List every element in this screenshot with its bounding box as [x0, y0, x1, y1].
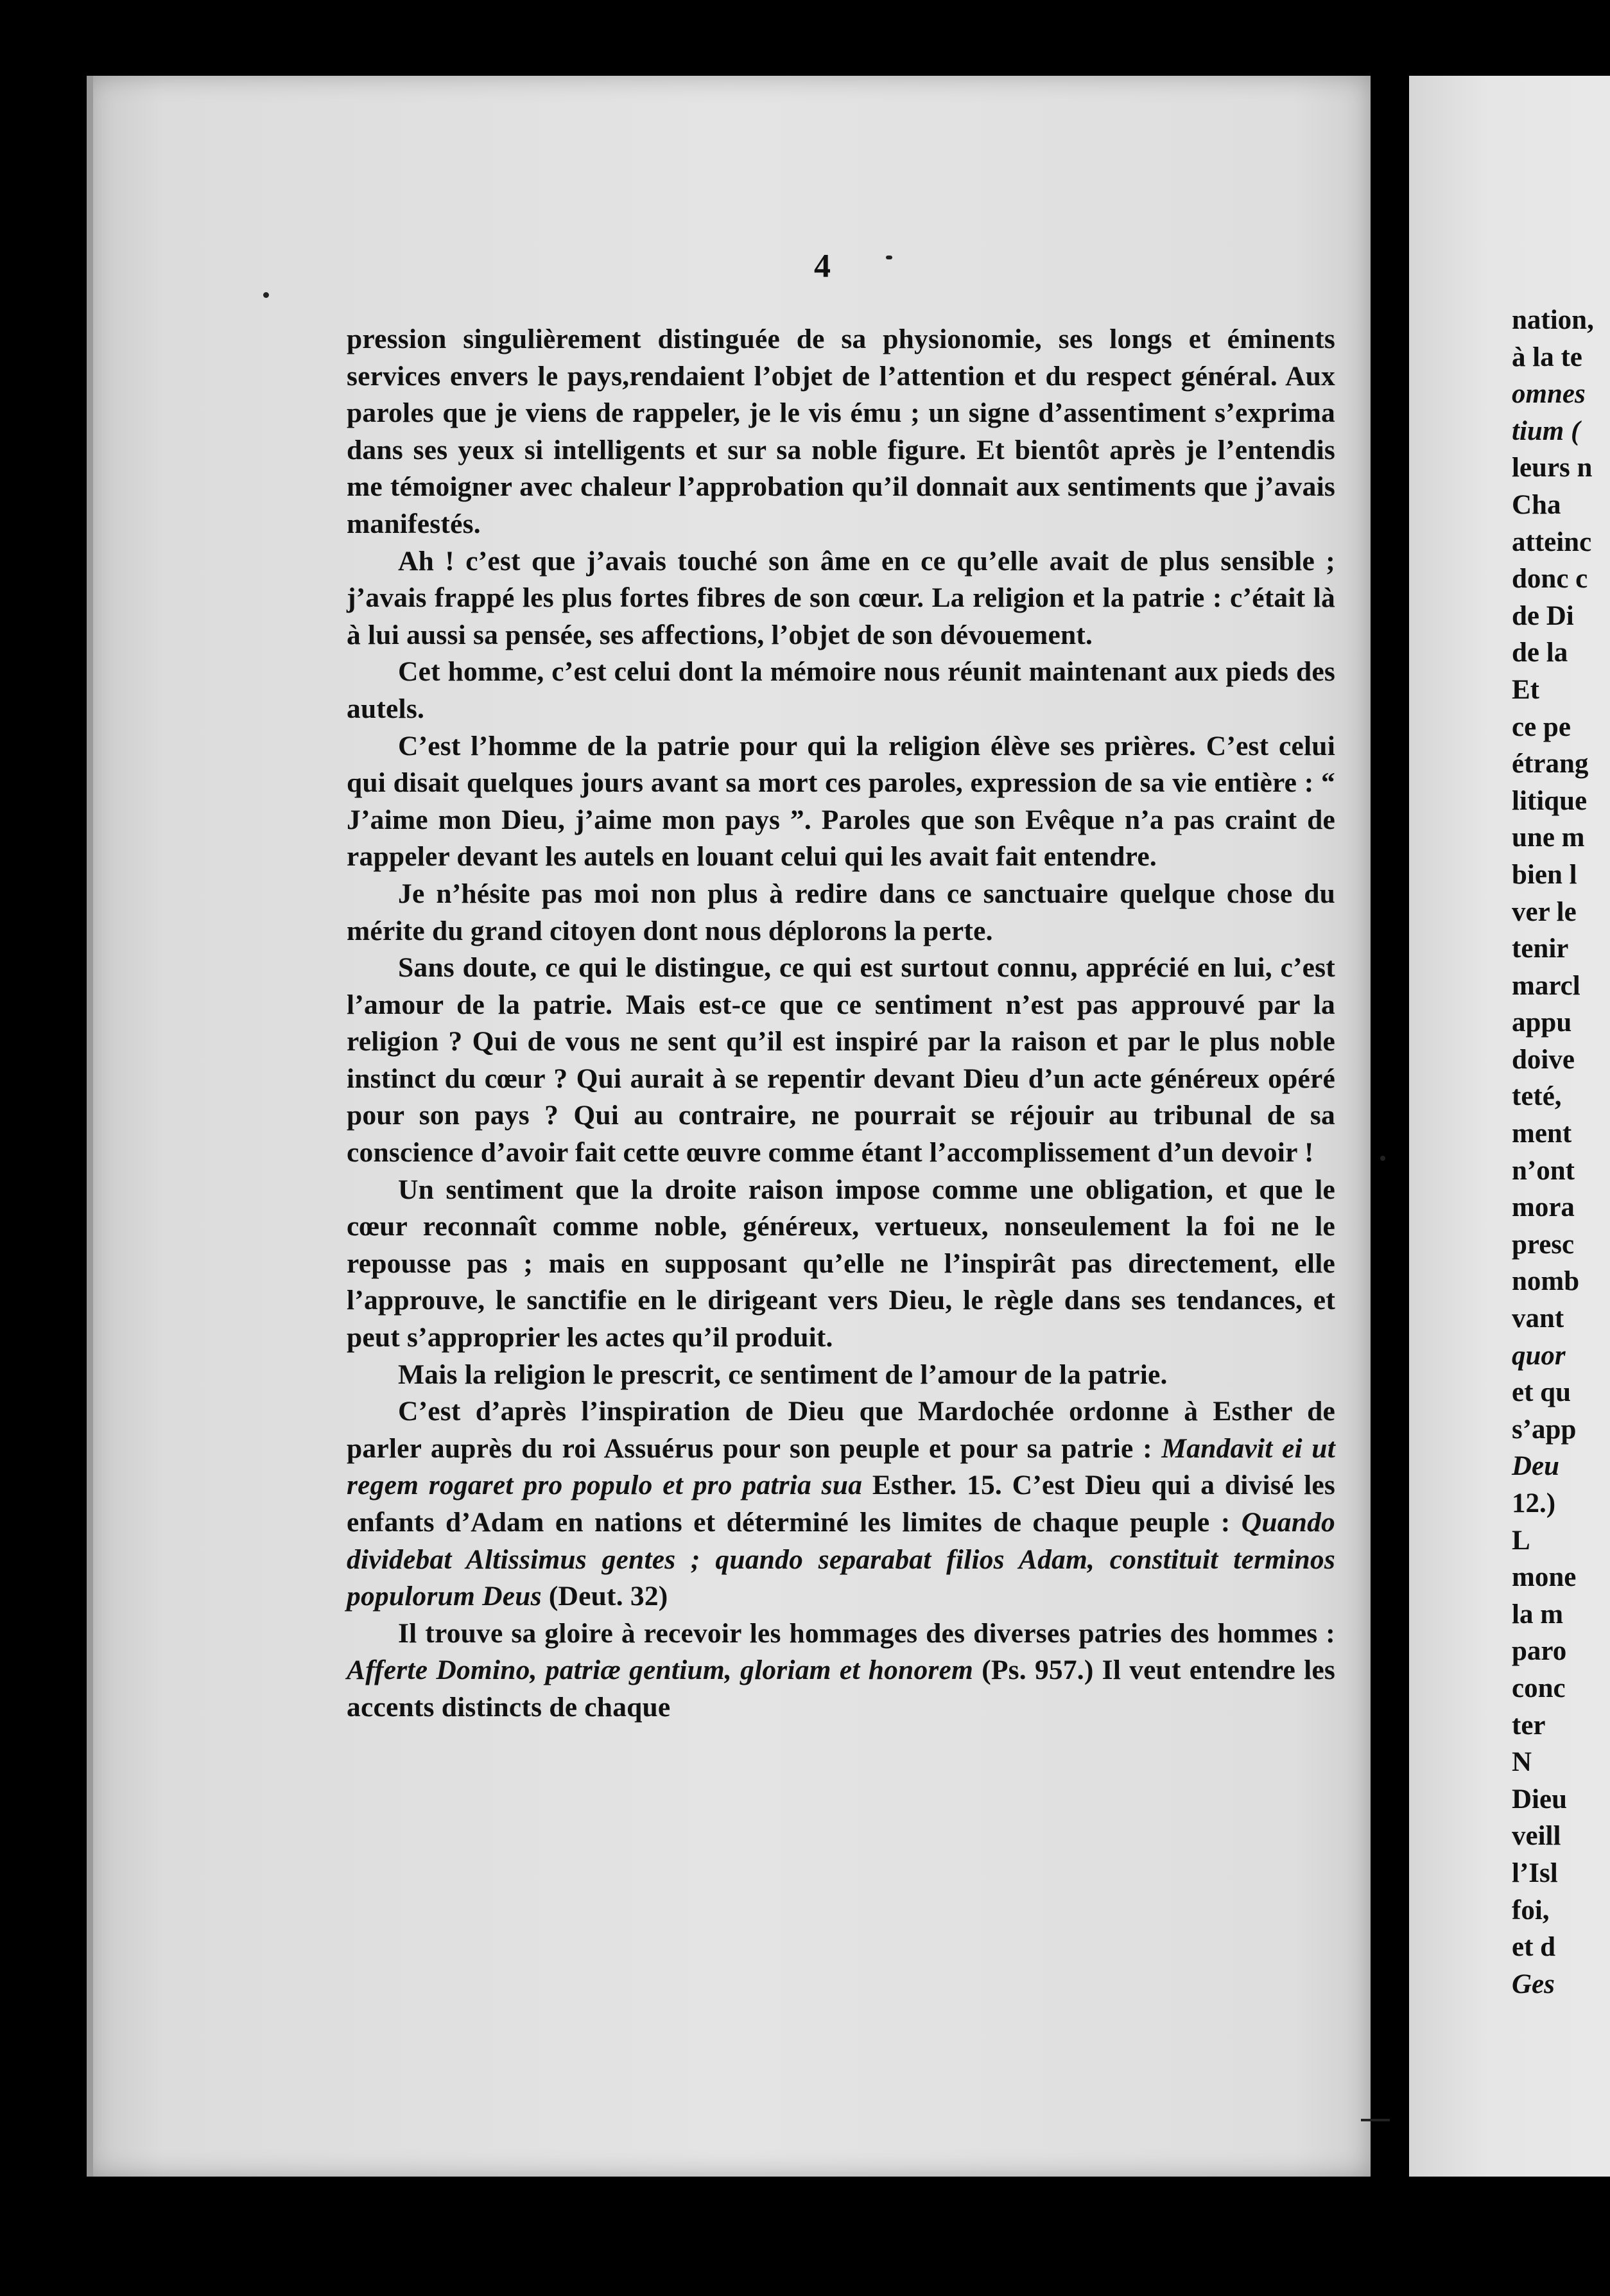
- paragraph-text: Mais la religion le prescrit, ce sentiment de l’amour de la patrie.: [398, 1359, 1168, 1390]
- right-page-line: Ges: [1512, 1969, 1555, 1999]
- right-page-line: s’app: [1512, 1414, 1577, 1445]
- paragraph: [347, 1393, 1335, 1615]
- right-page-line: de la: [1512, 638, 1568, 668]
- right-page-line: nomb: [1512, 1266, 1580, 1297]
- paragraph-text: pression singulièrement distinguée de sa physionomie, ses longs et éminents services envers le pays,rendaient l’objet de l’attention et du respect général. Aux paroles que je viens de rappeler, je le vis ému ; un signe d’assentiment s’exprima dans ses yeux si intelligents et sur sa noble figure. Et bientôt après je l’entendis me témoigner avec chaleur l’approbation qu’il donnait aux sentiments que j’avais manifestés.: [347, 324, 1335, 539]
- paragraph-text: (Deut. 32): [541, 1581, 668, 1612]
- right-page-line: veill: [1512, 1821, 1561, 1852]
- paragraph: [347, 654, 1335, 727]
- right-page-line: donc c: [1512, 564, 1588, 595]
- right-page-line: paro: [1512, 1636, 1567, 1667]
- right-page-line: ment: [1512, 1118, 1572, 1149]
- right-page-line: mone: [1512, 1562, 1577, 1593]
- right-page-line: tenir: [1512, 934, 1569, 964]
- paragraph: [347, 728, 1335, 876]
- ink-mark: [886, 256, 892, 259]
- right-page-line: ce pe: [1512, 711, 1571, 742]
- right-page-line: Deu: [1512, 1451, 1560, 1482]
- right-page-line: vant: [1512, 1303, 1564, 1334]
- paragraph-text: Cet homme, c’est celui dont la mémoire nous réunit maintenant aux pieds des autels.: [347, 656, 1335, 724]
- right-page-line: bien l: [1512, 859, 1577, 890]
- right-page-line: leurs n: [1512, 453, 1593, 483]
- page-number: 4: [814, 248, 831, 284]
- right-page-line: et d: [1512, 1932, 1556, 1963]
- paragraph-text: (Ps. 957.) Il veut entendre les accents distincts de chaque: [347, 1655, 1335, 1723]
- right-page-line: mora: [1512, 1192, 1575, 1223]
- paragraph-text: Esther. 15. C’est Dieu qui a divisé les enfants d’Adam en nations et déterminé les limites de chaque peuple :: [347, 1470, 1335, 1538]
- paragraph-text: C’est l’homme de la patrie pour qui la religion élève ses prières. C’est celui qui disait quelques jours avant sa mort ces paroles, expression de sa vie entière : “ J’aime mon Dieu, j’aime mon pays ”. Paroles que son Evêque n’a pas craint de rappeler devant les autels en louant celui qui les avait fait entendre.: [347, 730, 1335, 873]
- paragraph-text: Il trouve sa gloire à recevoir les hommages des diverses patries des hommes :: [398, 1617, 1335, 1649]
- paragraph: [347, 1615, 1335, 1726]
- right-page-line: Cha: [1512, 489, 1561, 520]
- right-page-text-fragments: [1512, 302, 1610, 2003]
- paragraph-text: Je n’hésite pas moi non plus à redire dans ce sanctuaire quelque chose du mérite du grand citoyen dont nous déplorons la perte.: [347, 878, 1335, 946]
- paragraph: [347, 321, 1335, 543]
- right-page-line: marcl: [1512, 970, 1580, 1001]
- right-page-line: N: [1512, 1747, 1532, 1778]
- right-page-line: ter: [1512, 1710, 1546, 1741]
- right-page-line: ver le: [1512, 896, 1577, 927]
- right-page-line: omnes: [1512, 379, 1586, 410]
- right-page-line: nation,: [1512, 305, 1594, 335]
- main-text-block: [347, 321, 1335, 1726]
- right-page-line: tium (: [1512, 415, 1580, 446]
- right-page-line: Dieu: [1512, 1784, 1567, 1814]
- right-page-line: teté,: [1512, 1081, 1562, 1112]
- right-page-line: presc: [1512, 1229, 1575, 1260]
- paragraph-text: Sans doute, ce qui le distingue, ce qui est surtout connu, apprécié en lui, c’est l’amour de la patrie. Mais est-ce que ce sentiment n’est pas approuvé par la religion ? Qui de vous ne sent qu’il est inspiré par la raison et par le plus noble instinct du cœur ? Qui aurait à se repentir devant Dieu d’un acte généreux opéré pour son pays ? Qui au contraire, ne pourrait se réjouir au tribunal de sa conscience d’avoir fait cette œuvre comme étant l’accomplissement d’un devoir !: [347, 952, 1335, 1169]
- right-page-line: la m: [1512, 1599, 1564, 1630]
- right-page-line: L: [1512, 1525, 1530, 1556]
- paragraph-text: Ah ! c’est que j’avais touché son âme en ce qu’elle avait de plus sensible ; j’avais frappé les plus fortes fibres de son cœur. La religion et la patrie : c’était là à lui aussi sa pensée, ses affections, l’objet de son dévouement.: [347, 545, 1335, 650]
- paragraph: [347, 950, 1335, 1172]
- right-page-line: n’ont: [1512, 1155, 1575, 1186]
- right-page-line: doive: [1512, 1044, 1575, 1075]
- right-page-line: une m: [1512, 822, 1585, 853]
- right-page-line: quor: [1512, 1340, 1566, 1371]
- right-page-line: 12.): [1512, 1488, 1556, 1518]
- paragraph: [347, 1172, 1335, 1357]
- right-page-line: l’Isl: [1512, 1857, 1558, 1888]
- ink-speck: [263, 292, 269, 298]
- right-page-line: appu: [1512, 1007, 1572, 1038]
- right-page-line: atteinc: [1512, 526, 1592, 557]
- right-page-line: à la te: [1512, 342, 1582, 372]
- page-gutter: [1371, 0, 1409, 2296]
- ink-speck: [1380, 1156, 1385, 1161]
- right-page-line: et qu: [1512, 1377, 1571, 1408]
- page-edge-dash: [1361, 2119, 1390, 2121]
- right-page-line: conc: [1512, 1673, 1566, 1703]
- paragraph: [347, 1357, 1335, 1394]
- latin-quotation: Afferte Domino, patriæ gentium, gloriam et honorem: [347, 1655, 974, 1686]
- paragraph: [347, 543, 1335, 654]
- right-page-line: litique: [1512, 785, 1588, 816]
- paragraph-text: Un sentiment que la droite raison impose comme une obligation, et que le cœur reconnaît comme noble, généreux, vertueux, nonseulement la foi ne le repousse pas ; mais en supposant qu’elle ne l’inspirât pas directement, elle l’approuve, le sanctifie en le dirigeant vers Dieu, le règle dans ses tendances, et peut s’approprier les actes qu’il produit.: [347, 1174, 1335, 1353]
- paragraph: [347, 876, 1335, 950]
- right-page-line: de Di: [1512, 600, 1574, 631]
- right-page-line: Et: [1512, 674, 1539, 705]
- right-page-line: étrang: [1512, 749, 1589, 779]
- paragraph-text: C’est d’après l’inspiration de Dieu que Mardochée ordonne à Esther de parler auprès du roi Assuérus pour son peuple et pour sa patrie :: [347, 1396, 1335, 1464]
- right-page-line: foi,: [1512, 1895, 1550, 1926]
- latin-quotation: Mandavit ei ut regem rogaret pro populo et pro patria sua: [347, 1432, 1335, 1501]
- latin-quotation: Quando dividebat Altissimus gentes ; quando separabat filios Adam, constituit terminos populorum Deus: [347, 1507, 1335, 1612]
